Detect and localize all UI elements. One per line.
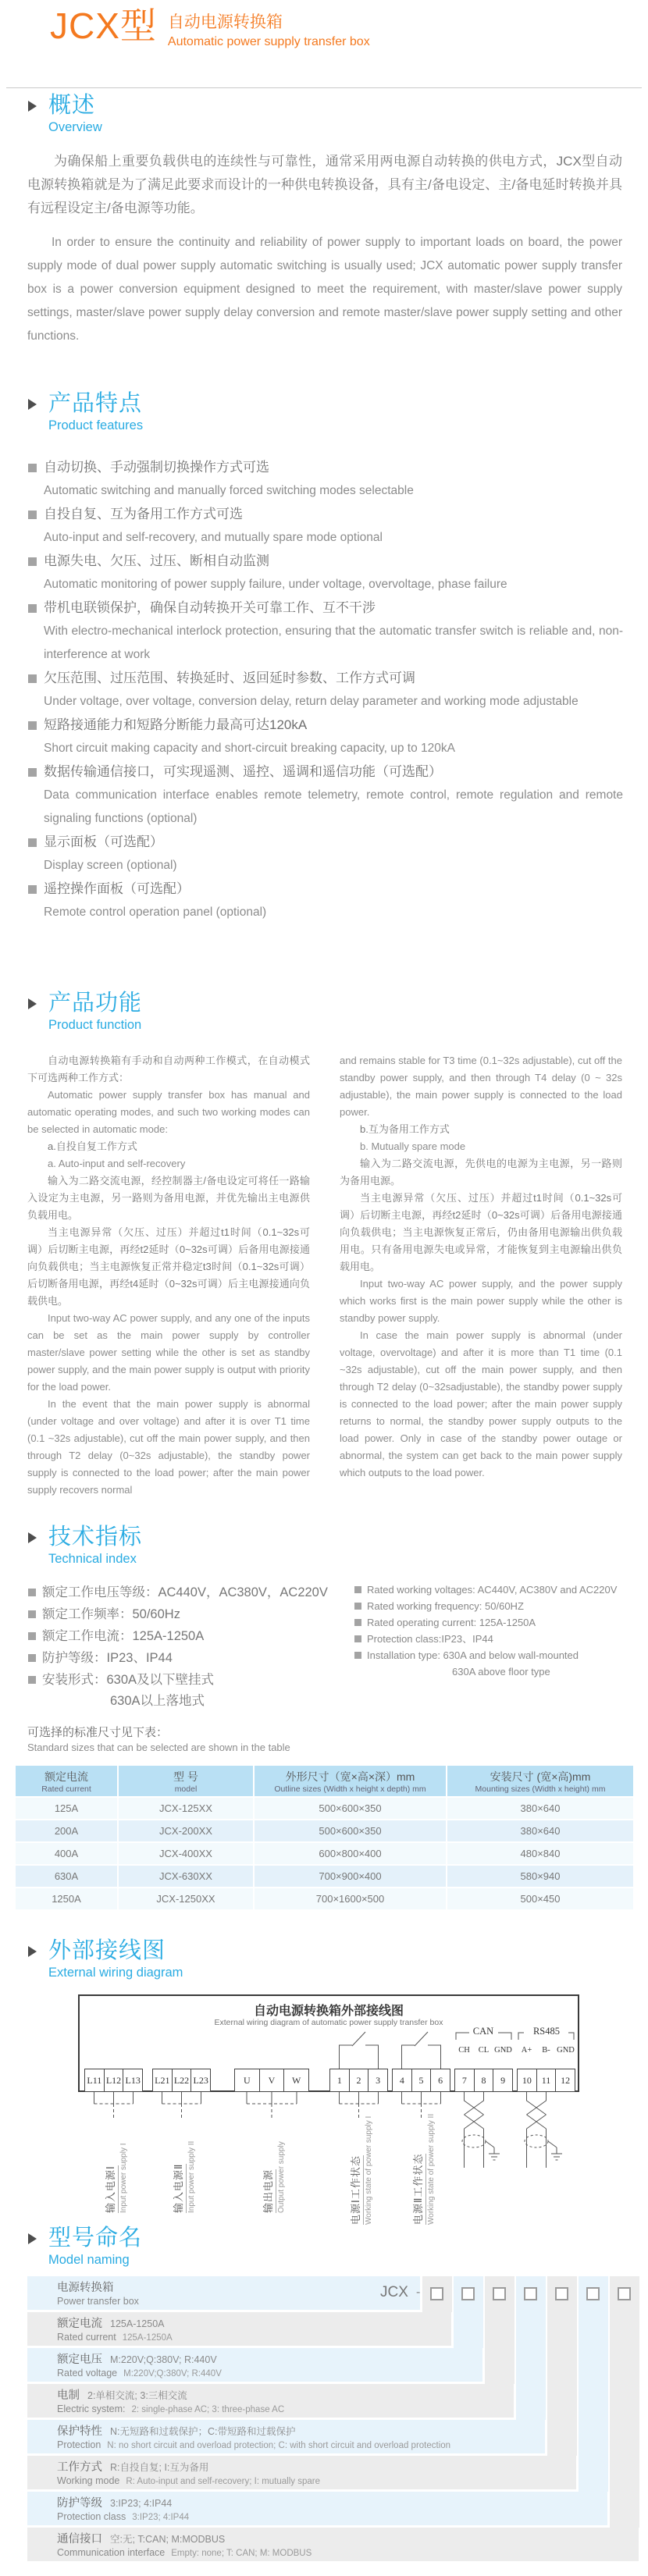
section-title-naming [28,2225,142,2268]
function-paragraph: 自动电源转换箱有手动和自动两种工作模式，在自动模式下可选两种工作方式： [27,1055,310,1083]
function-title-en: Product function [48,1018,142,1032]
terminal: V [259,2069,285,2092]
terminal: 7 [454,2069,475,2092]
header-divider [6,87,642,88]
sizes-note-cn: 可选择的标准尺寸见下表： [27,1726,169,1739]
model-digit-box [555,2287,568,2300]
overview-title-cn: 概述 [48,93,96,118]
terminal: L21 [152,2069,173,2092]
section-title-overview [28,92,102,135]
ladder-column [610,2276,639,2528]
pin-label-b-minus: B- [542,2046,550,2055]
feature-item [28,877,623,924]
table-cell: 480×840 [447,1843,633,1864]
section-title-technical [28,1524,142,1567]
technical-list-en [354,1582,623,1711]
feature-text-cn: 带机电联锁保护，确保自动转换开关可靠工作、互不干涉 [44,600,376,615]
terminal: 11 [536,2069,557,2092]
terminal-group-rs485 [517,2069,575,2092]
technical-item: Rated operating current: 125A-1250A [354,1614,623,1631]
wiring-title-cn: 外部接线图 [48,1938,166,1963]
function-paragraph: Automatic power supply transfer box has manual and automatic operating modes, and such two working modes can be selected in automatic mode: [27,1089,310,1135]
table-cell: 700×1600×500 [255,1888,446,1909]
technical-list-cn [28,1582,354,1711]
terminal: L22 [172,2069,192,2092]
square-bullet-icon [354,1603,361,1610]
feature-text-en: Auto-input and self-recovery, and mutually spare mode optional [44,531,383,544]
function-paragraph: 当主电源异常（欠压、过压）并超过t1时间（0.1~32s可调）后切断主电源，再经t2延时（0~32s可调）后备用电源接通向负载供电；当主电源恢复正常后，仍由备用电源输出供负载用电。只有备用电源失电或异常，才能恢复到主电源输出供负载用电。 [340,1192,622,1272]
feature-text-en: Under voltage, over voltage, conversion delay, return delay parameter and working mode adjustable [44,695,579,708]
page-header [50,6,370,49]
function-paragraph: a.自投自复工作方式 [48,1140,137,1152]
pin-label-gnd: GND [557,2046,575,2055]
table-cell: 500×450 [447,1888,633,1909]
triangle-icon [28,101,37,112]
function-paragraph: 输入为二路交流电源，先供电的电源为主电源，另一路则为备用电源。 [340,1158,622,1187]
table-cell: 630A [16,1866,117,1887]
wiring-diagram [0,1987,648,2225]
wire-label-input1: 输入电源Ⅰ Input power supply I [102,2104,126,2213]
square-bullet-icon [28,885,37,894]
function-paragraph: b.互为备用工作方式 [360,1123,450,1135]
terminal: 10 [517,2069,537,2092]
wiring-diagram-lines [0,1987,648,2225]
table-cell: JCX-400XX [119,1843,253,1864]
square-bullet-icon [28,721,37,730]
ladder-column [547,2276,577,2456]
feature-item [28,550,623,596]
wiring-diagram-title-en: External wiring diagram of automatic power supply transfer box [214,2018,443,2027]
model-digit-box [524,2287,537,2300]
wire-label-state2: 电源Ⅱ工作状态 Working state of power supply II [410,2092,433,2225]
table-header-cell: 型 号 model [119,1766,253,1796]
table-header-cell: 安装尺寸 (宽×高)mm Mounting sizes (Width x height) mm [447,1766,633,1796]
table-cell: 400A [16,1843,117,1864]
terminal: 9 [493,2069,513,2092]
terminal-group-can [454,2069,513,2092]
feature-text-cn: 电源失电、欠压、过压、断相自动监测 [44,553,269,568]
model-digit-box [430,2287,443,2300]
feature-item [28,456,623,503]
naming-title-cn: 型号命名 [48,2226,143,2250]
feature-text-en: Remote control operation panel (optional) [44,906,267,919]
table-cell: 380×640 [447,1798,633,1819]
model-digit-box [461,2287,475,2300]
triangle-icon [28,399,37,410]
feature-item [28,760,623,831]
pin-label-ch: CH [458,2046,470,2055]
sizes-note [27,1724,290,1753]
terminal-group-output [234,2069,309,2092]
function-paragraph: In case the main power supply is abnormal (under voltage, overvoltage) and after it is more than T1 time (0.1 ~32s adjustable), cut off the main power supply, and then through T2 delay (0~32sadjustable), the standby power supply is connected to the load power; after the main power supply returns to normal, the standby power supply outputs to the load power. Only in case of the standby power outage or abnormal, the system can get back to the main power supply which outputs to the load power. [340,1329,622,1478]
feature-text-en: Data communication interface enables remote telemetry, remote control, remote regulation and remote signaling functions (optional) [44,788,623,825]
terminal-group-input2 [152,2069,211,2092]
function-columns [27,1052,622,1499]
function-paragraph: 当主电源异常（欠压、过压）并超过t1时间（0.1~32s可调）后切断主电源，再经t2延时（0~32s可调）后备用电源接通向负载供电；当主电源恢复正常并稳定t3时间（0.1~32s可调）后切断备用电源，再经t4延时（0~32s可调）后主电源接通向负载供电。 [27,1226,310,1307]
square-bullet-icon [28,1610,36,1618]
technical-item: Protection class:IP23、IP44 [354,1631,623,1647]
function-title-cn: 产品功能 [48,991,143,1016]
triangle-icon [28,1532,37,1543]
feature-item [28,596,623,667]
overview-title-en: Overview [48,120,102,134]
model-digit-box [618,2287,631,2300]
function-paragraph: 输入为二路交流电源，经控制器主/备电设定可将任一路输入设定为主电源，另一路则为备用电源，并优先输出主电源供负载用电。 [27,1175,310,1221]
square-bullet-icon [28,674,37,683]
terminal-group-state2 [392,2069,450,2092]
technical-item: 安装形式：630A及以下壁挂式 [28,1669,354,1691]
can-bus-label: CAN [472,2026,494,2037]
function-paragraph: Input two-way AC power supply, and the power supply which works first is the main power supply while the other is standby power supply. [340,1278,622,1324]
table-cell: 600×800×400 [255,1843,446,1864]
feature-item [28,503,623,550]
naming-row: 保护特性 N:无短路和过载保护；C:带短路和过载保护 Protection N: no short circuit and overload protection; C: with short circuit and overload protection [27,2420,545,2453]
square-bullet-icon [28,557,37,566]
terminal: W [283,2069,309,2092]
terminal: 12 [555,2069,575,2092]
feature-text-cn: 显示面板（可选配） [44,834,163,849]
feature-text-cn: 自动切换、手动强制切换操作方式可选 [44,460,269,475]
terminal: 6 [430,2069,450,2092]
table-cell: 1250A [16,1888,117,1909]
square-bullet-icon [28,768,37,777]
feature-text-cn: 遥控操作面板（可选配） [44,881,190,896]
feature-text-cn: 自投自复、互为备用工作方式可选 [44,507,243,521]
features-list [28,456,623,924]
terminal: L13 [123,2069,143,2092]
terminal: 4 [392,2069,412,2092]
table-cell: 500×600×350 [255,1798,446,1819]
terminal: L11 [84,2069,105,2092]
model-dash: - [416,2286,421,2299]
sizes-table [16,1766,633,1909]
table-cell: 500×600×350 [255,1820,446,1841]
table-header-cell: 外形尺寸（宽×高×深）mm Outline sizes (Width x height x depth) mm [255,1766,446,1796]
technical-item: 防护等级：IP23、IP44 [28,1647,354,1669]
square-bullet-icon [354,1635,361,1642]
feature-text-en: With electro-mechanical interlock protection, ensuring that the automatic transfer switch is reliable and, non-interference at work [44,624,623,661]
terminal: L12 [104,2069,124,2092]
terminal: 8 [474,2069,494,2092]
naming-row: 防护等级 3:IP23; 4:IP44 Protection class 3:IP23; 4:IP44 [27,2492,607,2525]
features-title-en: Product features [48,418,144,432]
table-cell: 580×940 [447,1866,633,1887]
wire-label-state1: 电源Ⅰ工作状态 Working state of power supply I [347,2092,371,2225]
feature-item [28,667,623,713]
naming-row: 电源转换箱 Power transfer box [27,2276,420,2310]
feature-text-en: Automatic monitoring of power supply failure, under voltage, overvoltage, phase failure [44,578,507,591]
feature-text-cn: 数据传输通信接口，可实现遥测、遥控、遥调和遥信功能（可选配） [44,764,442,779]
model-digit-box [586,2287,600,2300]
square-bullet-icon [354,1619,361,1626]
square-bullet-icon [28,464,37,472]
terminal: U [234,2069,260,2092]
feature-text-en: Short circuit making capacity and short-circuit breaking capacity, up to 120kA [44,742,455,755]
square-bullet-icon [28,511,37,519]
function-paragraph: In the event that the main power supply is abnormal (under voltage and over voltage) and after it is over T1 time (0.1 ~32s adjustable), cut off the main power supply, and then through T2 delay (0~32s adjustable), the standby power supply is connected to the load power; after the main power supply recovers normal [27,1398,310,1496]
function-left-column [27,1052,310,1499]
model-naming-ladder [27,2276,640,2564]
feature-text-cn: 短路接通能力和短路分断能力最高可达120kA [44,717,308,732]
square-bullet-icon [28,1676,36,1684]
naming-row: 通信接口 空:无; T:CAN; M:MODBUS Communication interface Empty: none; T: CAN; M: MODBUS [27,2528,639,2561]
terminal-group-input1 [84,2069,143,2092]
terminal-group-state1 [329,2069,388,2092]
square-bullet-icon [354,1652,361,1659]
wiring-diagram-title-cn: 自动电源转换箱外部接线图 [253,2005,404,2018]
square-bullet-icon [28,1589,36,1596]
triangle-icon [28,1946,37,1957]
table-cell: JCX-200XX [119,1820,253,1841]
technical-item-subline: 630A以上落地式 [110,1694,205,1708]
pin-label-cl: CL [478,2046,490,2055]
naming-row: 额定电压 M:220V;Q:380V; R:440V Rated voltage M:220V;Q:380V; R:440V [27,2348,482,2382]
table-header-cell: 额定电流 Rated current [16,1766,117,1796]
wire-label-output: 输出电源 Output power supply [260,2104,283,2213]
model-digit-box [493,2287,506,2300]
feature-item [28,713,623,760]
ladder-column [579,2276,608,2492]
naming-row: 工作方式 R:自投自复; I:互为备用 Working mode R: Auto-input and self-recovery; I: mutually spare [27,2456,576,2489]
table-cell: 380×640 [447,1820,633,1841]
technical-item: 额定工作电压等级：AC440V，AC380V，AC220V [28,1582,354,1603]
function-right-column [340,1052,622,1499]
triangle-icon [28,998,37,1009]
square-bullet-icon [28,838,37,847]
terminal: L23 [190,2069,211,2092]
section-title-function [28,990,142,1033]
features-title-cn: 产品特点 [48,391,143,416]
function-paragraph: a. Auto-input and self-recovery [48,1158,186,1169]
square-bullet-icon [354,1586,361,1593]
wiring-title-en: External wiring diagram [48,1966,183,1980]
table-cell: 700×900×400 [255,1866,446,1887]
function-paragraph: and remains stable for T3 time (0.1~32s adjustable), cut off the standby power supply, and then through T4 delay (0 ~ 32s adjustable), the main power supply is connected to the load power. [340,1055,622,1118]
section-title-wiring [28,1937,183,1980]
terminal: 3 [368,2069,388,2092]
overview-paragraph-en: In order to ensure the continuity and reliability of power supply to important loads on board, the power supply mode of dual power supply automatic switching is usually used; JCX automatic power supply transfer box is a power conversion equipment designed to meet the requirement, with master/slave power supply settings, master/slave power supply delay conversion and remote master/slave power supply setting and other functions. [27,236,622,343]
technical-item: 额定工作频率：50/60Hz [28,1603,354,1625]
technical-index [28,1582,623,1711]
product-title-cn: 自动电源转换箱 [167,13,283,31]
table-cell: JCX-630XX [119,1866,253,1887]
feature-text-en: Display screen (optional) [44,859,177,872]
naming-row: 电制 2:单相交流; 3:三相交流 Electric system: 2: single-phase AC; 3: three-phase AC [27,2384,514,2418]
square-bullet-icon [28,604,37,613]
table-cell: JCX-125XX [119,1798,253,1819]
technical-item: Rated working voltages: AC440V, AC380V and AC220V [354,1582,623,1598]
technical-item: Rated working frequency: 50/60HZ [354,1598,623,1614]
terminal: 1 [329,2069,350,2092]
pin-label-a-plus: A+ [521,2046,532,2055]
technical-item: 额定工作电流：125A-1250A [28,1625,354,1647]
table-cell: 125A [16,1798,117,1819]
technical-title-cn: 技术指标 [48,1525,143,1550]
sizes-note-en: Standard sizes that can be selected are shown in the table [27,1742,290,1753]
pin-label-gnd: GND [494,2046,512,2055]
section-title-features [28,390,143,433]
product-title-en: Automatic power supply transfer box [167,35,370,48]
overview-paragraph-cn: 为确保船上重要负载供电的连续性与可靠性，通常采用两电源自动转换的供电方式，JCX型自动电源转换箱就是为了满足此要求而设计的一种供电转换设备，具有主/备电设定、主/备电延时转换并具有远程设定主/备电源等功能。 [27,154,622,215]
feature-text-cn: 欠压范围、过压范围、转换延时、返回延时参数、工作方式可调 [44,671,415,685]
technical-item-subline: 630A above floor type [452,1666,550,1678]
terminal: 5 [411,2069,432,2092]
terminal: 2 [349,2069,369,2092]
feature-text-en: Automatic switching and manually forced switching modes selectable [44,484,414,497]
wire-label-input2: 输入电源Ⅱ Input power supply II [170,2104,194,2213]
rs485-bus-label: RS485 [532,2026,561,2037]
model-prefix: JCX [380,2284,408,2300]
table-cell: JCX-1250XX [119,1888,253,1909]
square-bullet-icon [28,1654,36,1662]
triangle-icon [28,2233,37,2244]
technical-item: Installation type: 630A and below wall-mounted [354,1647,623,1663]
product-model-title: JCX型 [50,5,157,46]
naming-title-en: Model naming [48,2253,130,2267]
feature-item [28,831,623,877]
function-paragraph: b. Mutually spare mode [360,1140,466,1152]
overview-body [27,150,622,348]
function-paragraph: Input two-way AC power supply, and any one of the inputs can be set as the main power supply by controller master/slave power setting while the other is set as standby power supply, and the main power supply is output with priority for the load power. [27,1312,310,1393]
naming-row: 额定电流 125A-1250A Rated current 125A-1250A [27,2312,451,2346]
technical-title-en: Technical index [48,1552,137,1566]
square-bullet-icon [28,1632,36,1640]
table-cell: 200A [16,1820,117,1841]
